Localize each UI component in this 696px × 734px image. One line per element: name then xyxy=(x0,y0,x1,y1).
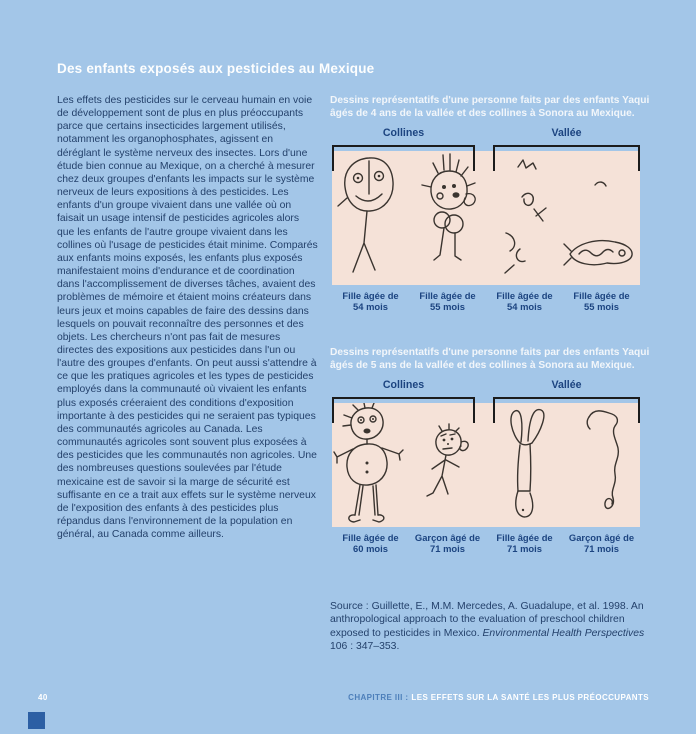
drawing-caption: Fille âgée de 55 mois xyxy=(573,289,630,313)
page-footer xyxy=(0,693,696,705)
collines-bracket xyxy=(332,397,475,425)
group-label-collines: Collines xyxy=(382,126,425,139)
drawing-caption: Garçon âgé de 71 mois xyxy=(414,531,481,555)
group-label-vallee: Vallée xyxy=(551,126,582,139)
drawing-caption: Fille âgée de 60 mois xyxy=(342,531,399,555)
figure-4-year-olds xyxy=(330,94,652,313)
group-labels xyxy=(330,379,652,394)
drawing-caption: Fille âgée de 54 mois xyxy=(342,289,399,313)
group-labels xyxy=(330,127,652,142)
group-label-collines: Collines xyxy=(382,378,425,391)
vallee-bracket xyxy=(493,145,640,173)
figure-caption-line1: Dessins représentatifs d'une personne faits par des enfants Yaqui xyxy=(330,347,650,358)
page-title: Des enfants exposés aux pesticides au Mexique xyxy=(57,61,375,76)
chapter-number: CHAPITRE III : xyxy=(348,693,409,702)
chapter-title: LES EFFETS SUR LA SANTÉ LES PLUS PRÉOCCUPANTS xyxy=(411,693,649,702)
chapter-footer xyxy=(348,693,649,702)
source-pages: 106 : 347–353. xyxy=(330,640,400,652)
group-label-vallee: Vallée xyxy=(551,378,582,391)
vallee-bracket xyxy=(493,397,640,425)
source-text: Source : Guillette, E., M.M. Mercedes, A. Guadalupe, et al. 1998. An anthropological approach to the evaluation of preschool children exposed to pesticides in Mexico. xyxy=(330,601,644,639)
page-number: 40 xyxy=(38,693,48,702)
figure-caption-line2: âgés de 5 ans de la vallée et des collines à Sonora au Mexique. xyxy=(330,360,635,372)
figure-5-year-olds xyxy=(330,346,652,555)
corner-tab-square xyxy=(28,712,45,729)
drawing-panel-wrap xyxy=(330,403,652,527)
figure-caption xyxy=(330,346,652,373)
figures-column xyxy=(330,94,652,653)
collines-bracket xyxy=(332,145,475,173)
figure-caption-line2: âgés de 4 ans de la vallée et des collines à Sonora au Mexique. xyxy=(330,108,635,120)
journal-title: Environmental Health Perspectives xyxy=(482,627,645,639)
drawing-caption: Garçon âgé de 71 mois xyxy=(568,531,635,555)
drawing-captions xyxy=(332,532,640,555)
drawing-caption: Fille âgée de 55 mois xyxy=(419,289,476,313)
body-text: Les effets des pesticides sur le cerveau humain en voie de développement sont de plus en plus préoccupants parce que certains insecticides largement utilisés, notamment les organophosphates, agissent en déréglant le système nerveux des insectes. Lors d'une étude bien connue au Mexique, on a cherché à mesurer chez deux groupes d'enfants les impacts sur le système nerveux de leurs expositions à des pesticides. Les enfants d'un groupe vivaient dans une vallée où on faisait un usage intensif de pesticides agricoles alors que les enfants de l'autre groupe vivaient dans les collines où l'usage de pesticides était minime. Comparés aux enfants moins exposés, les enfants plus exposés manifestaient moins d'endurance et de coordination dans l'accomplissement de diverses tâches, avaient des problèmes de mémoire et étaient moins créateurs dans leurs jeux et moins capables de faire des dessins dans lesquels on pouvait reconnaître des personnes et des objets. Les chercheurs n'ont pas fait de mesures directes des expositions aux pesticides dans l'un ou l'autre des groupes d'enfants. On peut aussi s'attendre à ce que les pratiques agricoles et les types de pesticides employés dans la communauté où vivaient les enfants plus exposés créeraient des conditions d'exposition importante à des pesticides qui ne seraient pas typiques des communautés agricoles au Canada. Les communautés agricoles sont souvent plus exposées à des pesticides que les communautés non agricoles. Une des nombreuses questions soulevées par l'étude mexicaine est de savoir si la marge de sécurité est suffisante en ce a trait aux effets sur le système nerveux de l'exposition des enfants à des pesticides plus répandus dans l'environnement de la population en général, au Canada comme ailleurs. xyxy=(57,95,318,541)
drawing-caption: Fille âgée de 71 mois xyxy=(496,531,553,555)
drawing-caption: Fille âgée de 54 mois xyxy=(496,289,553,313)
source-citation xyxy=(330,600,652,653)
drawing-captions xyxy=(332,290,640,313)
figure-caption-line1: Dessins représentatifs d'une personne faits par des enfants Yaqui xyxy=(330,95,650,106)
drawing-panel-wrap xyxy=(330,151,652,285)
figure-caption xyxy=(330,94,652,121)
